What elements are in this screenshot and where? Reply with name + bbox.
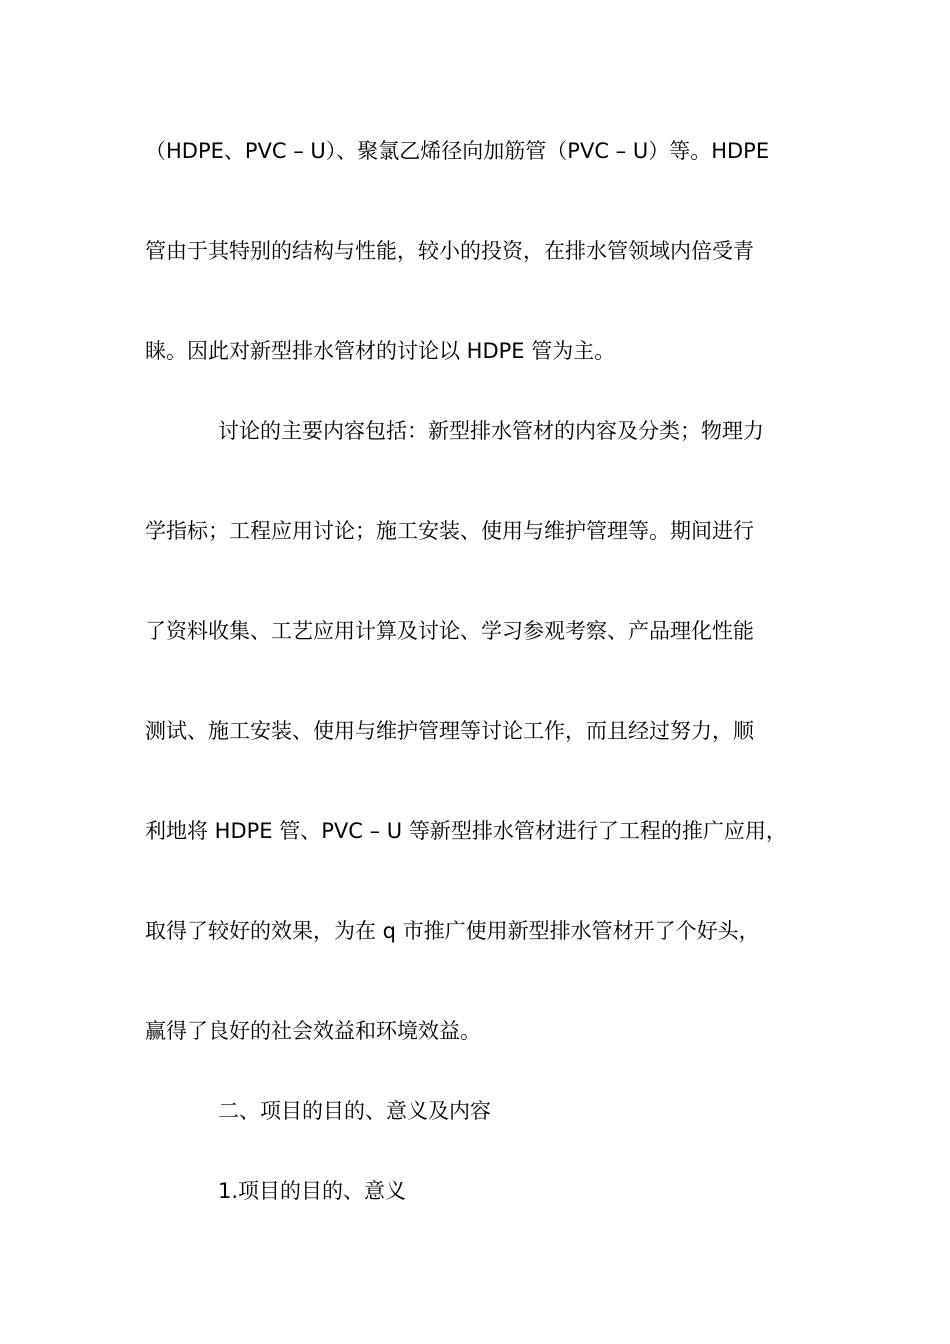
paragraph-line: 睐。因此对新型排水管材的讨论以 HDPE 管为主。 (145, 339, 616, 363)
paragraph-line: 了资料收集、工艺应用计算及讨论、学习参观考察、产品理化性能 (145, 619, 754, 643)
paragraph-line: 取得了较好的效果，为在 q 市推广使用新型排水管材开了个好头， (145, 919, 760, 943)
paragraph-line: 管由于其特别的结构与性能，较小的投资，在排水管领域内倍受青 (145, 239, 754, 263)
subsection-heading: 1.项目的目的、意义 (218, 1179, 407, 1203)
paragraph-line: 讨论的主要内容包括：新型排水管材的内容及分类；物理力 (218, 419, 764, 443)
paragraph-line: 利地将 HDPE 管、PVC – U 等新型排水管材进行了工程的推广应用， (145, 819, 787, 843)
paragraph-line: 测试、施工安装、使用与维护管理等讨论工作，而且经过努力，顺 (145, 719, 754, 743)
paragraph-line: 学指标；工程应用讨论；施工安装、使用与维护管理等。期间进行 (145, 519, 754, 543)
paragraph-line: 赢得了良好的社会效益和环境效益。 (145, 1019, 481, 1043)
paragraph-line: （HDPE、PVC – U）、聚氯乙烯径向加筋管（PVC – U）等。HDPE (145, 139, 770, 163)
section-heading: 二、项目的目的、意义及内容 (218, 1099, 491, 1123)
